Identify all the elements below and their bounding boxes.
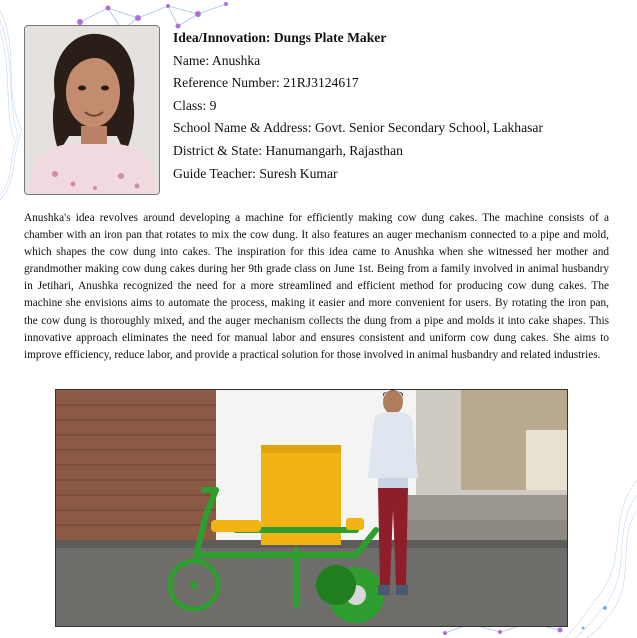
guide-teacher: Guide Teacher: Suresh Kumar (173, 165, 338, 181)
profile-info (173, 27, 613, 185)
idea-title: Idea/Innovation: Dungs Plate Maker (173, 30, 387, 45)
district-state: District & State: Hanumangarh, Rajasthan (173, 142, 403, 158)
student-class: Class: 9 (173, 97, 217, 113)
wave-decoration-right (565, 480, 637, 638)
student-portrait (24, 25, 160, 195)
reference-number: Reference Number: 21RJ3124617 (173, 75, 359, 91)
invention-photo (55, 389, 568, 627)
student-name: Name: Anushka (173, 52, 261, 68)
idea-description: Anushka's idea revolves around developing a machine for efficiently making cow dung cakes. The machine consists of a chamber with an iron pan that rotates to mix the cow dung. It also features an auger mechanism connected to a pipe and mold, which shapes the cow dung into cakes. The inspiration for this idea came to Anushka when she witnessed her mother and grandmother making cow dung cakes during her 9th grade class on June 1st. Being from a family involved in animal husbandry in Jetihari, Anushka recognized the need for a more streamlined and efficient method for producing cow dung cakes. The machine she envisions aims to automate the process, making it easier and more convenient for users. By rotating the iron pan, the cow dung is thoroughly mixed, and the auger mechanism collects the dung from a pipe and molds it into cake shapes. This innovative approach eliminates the need for manual labor and ensures consistent and uniform cow dung cakes. She aims to improve efficiency, reduce labor, and provide a practical solution for those involved in animal husbandry and related industries. (24, 212, 609, 361)
school-name-address: School Name & Address: Govt. Senior Secondary School, Lakhasar (173, 120, 543, 136)
